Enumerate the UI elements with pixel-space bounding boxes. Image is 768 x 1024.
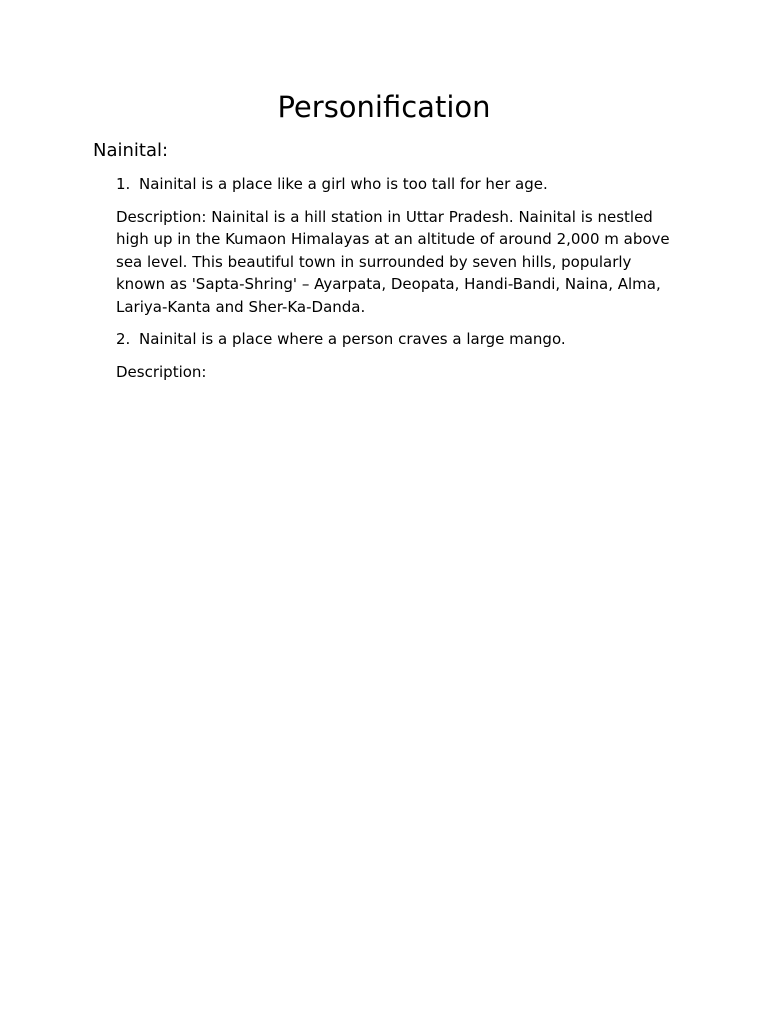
list-item [116,328,676,351]
list-item-number: 1. [116,175,131,193]
section-heading: Nainital: [93,140,169,161]
list-item-text: Nainital is a place like a girl who is too tall for her age. [139,175,548,193]
numbered-list [116,173,676,393]
page-title: Personification [277,90,491,124]
item-description: Description: Nainital is a hill station in Uttar Pradesh. Nainital is nestled high up in the Kumaon Himalayas at an altitude of around 2,000 m above sea level. This beautiful town in surrounded by seven hills, popularly known as 'Sapta-Shring' – Ayarpata, Deopata, Handi-Bandi, Naina, Alma, Lariya-Kanta and Sher-Ka-Danda. [116,207,670,316]
item-description: Description: [116,362,207,381]
list-item-text: Nainital is a place where a person craves a large mango. [139,330,566,348]
list-item [116,173,676,196]
list-item-number: 2. [116,330,131,348]
